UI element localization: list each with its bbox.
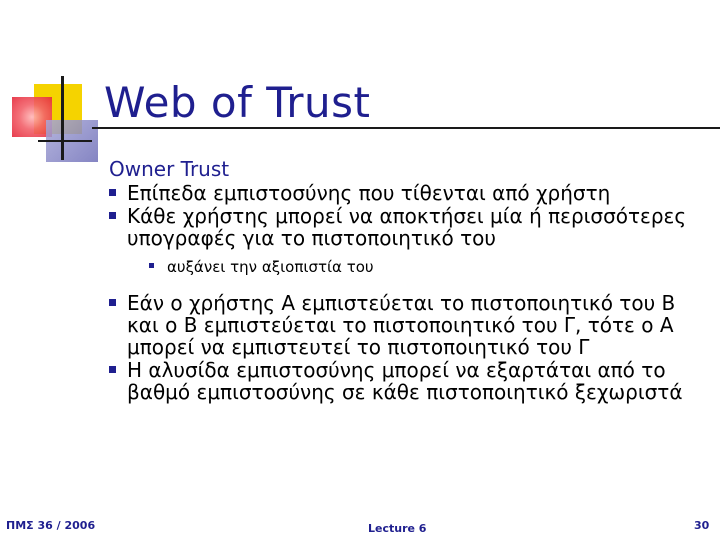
square-bullet-icon (109, 299, 116, 306)
decorative-squares (0, 0, 110, 170)
title-underline (92, 127, 720, 129)
list-item (109, 182, 709, 204)
square-bullet-icon (109, 366, 116, 373)
bullet-text: Εάν ο χρήστης A εμπιστεύεται το πιστοποιητικό του B και ο B εμπιστεύεται το πιστοποιητικό του Γ, τότε ο A μπορεί να εμπιστευτεί το πιστοποιητικό του Γ (127, 291, 676, 359)
list-item (109, 205, 709, 249)
slide-title: Web of Trust (104, 78, 371, 127)
square-bullet-icon (109, 189, 116, 196)
sub-bullet-text: αυξάνει την αξιοπιστία του (167, 258, 374, 276)
sub-list-item (109, 257, 709, 277)
bullet-text: Επίπεδα εμπιστοσύνης που τίθενται από χρήστη (127, 181, 611, 205)
bullet-list (109, 182, 709, 403)
square-bullet-icon (109, 212, 116, 219)
slide-content (109, 158, 709, 403)
page-number: 30 (694, 519, 710, 532)
list-item (109, 359, 709, 403)
list-item (109, 292, 709, 358)
short-horizontal-line (38, 140, 92, 142)
footer-lecture: Lecture 6 (368, 522, 427, 535)
section-heading: Owner Trust (109, 157, 230, 181)
square-bullet-icon (149, 263, 154, 268)
bullet-text: Η αλυσίδα εμπιστοσύνης μπορεί να εξαρτάται από το βαθμό εμπιστοσύνης σε κάθε πιστοποιητικό ξεχωριστά (127, 358, 683, 404)
bullet-text: Κάθε χρήστης μπορεί να αποκτήσει μία ή περισσότερες υπογραφές για το πιστοποιητικό του (127, 204, 687, 250)
footer-course: ΠΜΣ 36 / 2006 (6, 519, 96, 532)
vertical-line (61, 76, 64, 160)
